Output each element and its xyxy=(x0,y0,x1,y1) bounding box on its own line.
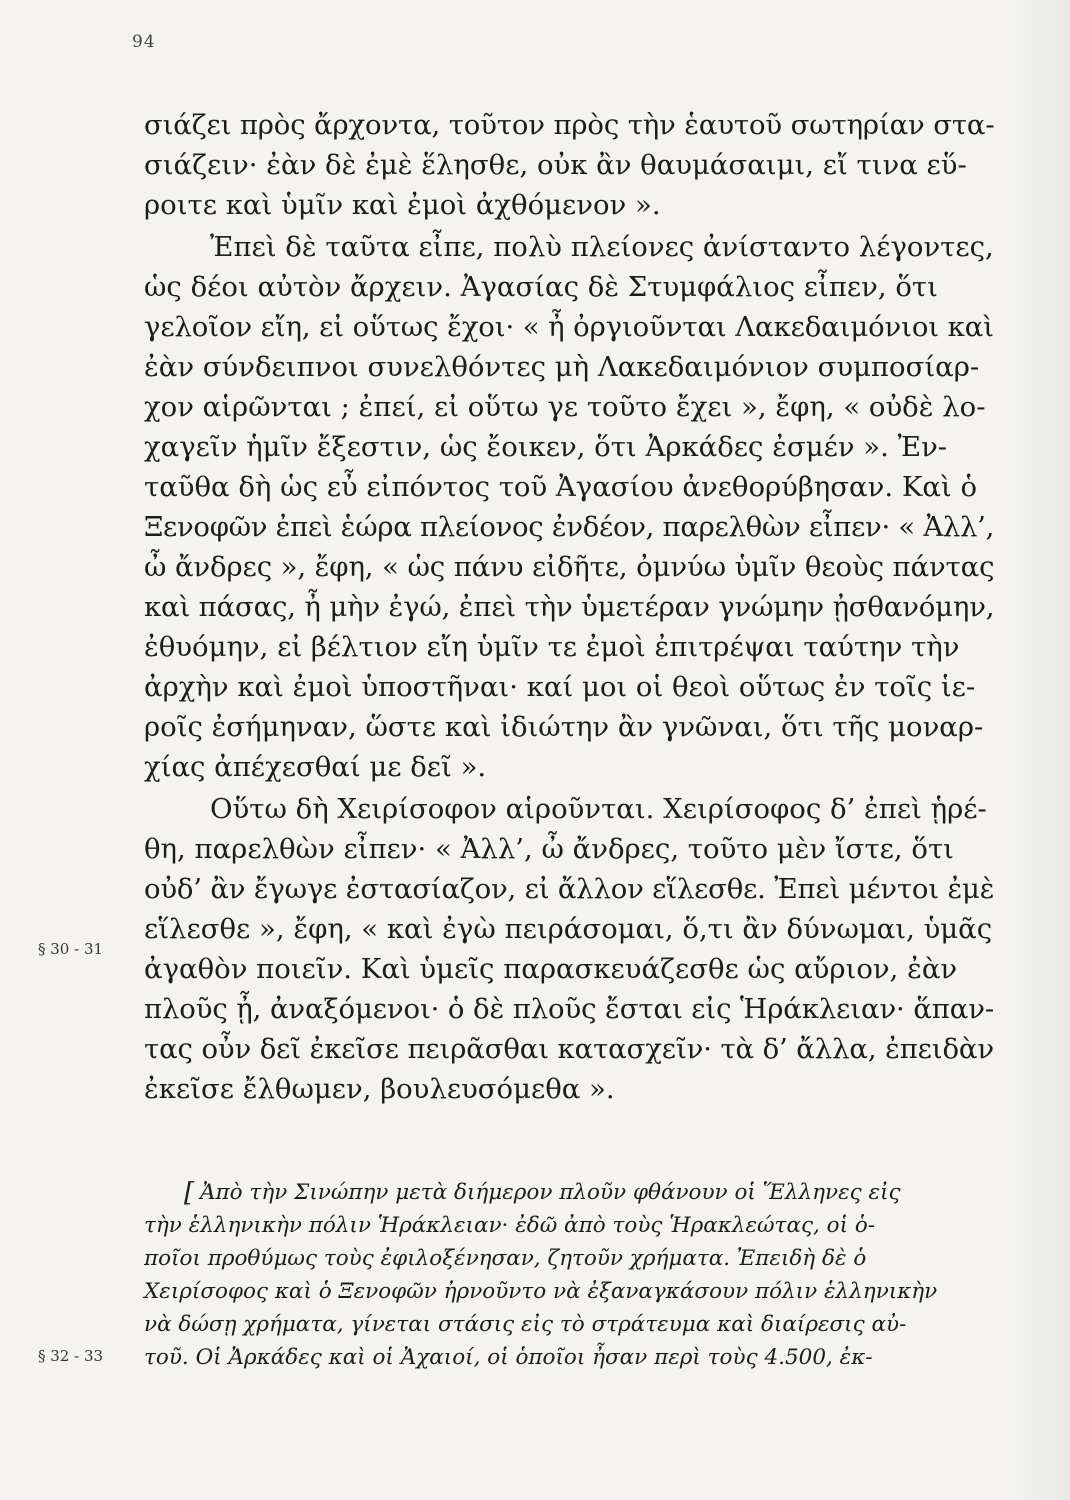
summary-line: Ἀπὸ τὴν Σινώπην μετὰ διήμερον πλοῦν φθάνουν οἱ Ἕλληνες εἰς xyxy=(200,1180,901,1205)
summary-line: Χειρίσοφος καὶ ὁ Ξενοφῶν ἠρνοῦντο νὰ ἐξαναγκάσουν πόλιν ἑλληνικὴν xyxy=(144,1279,938,1304)
text-line: Ξενοφῶν ἐπεὶ ἑώρα πλείονος ἐνδέον, παρελθὼν εἶπεν· « Ἀλλ’, xyxy=(144,511,995,543)
text-line: ἐὰν σύνδειπνοι συνελθόντες μὴ Λακεδαιμόνιον συμποσίαρ- xyxy=(144,351,980,383)
summary-line: τοῦ. Οἱ Ἀρκάδες καὶ οἱ Ἀχαιοί, οἱ ὁποῖοι ἦσαν περὶ τοὺς 4.500, ἐκ- xyxy=(144,1345,873,1370)
text-line: χον αἱρῶνται ; ἐπεί, εἰ οὕτω γε τοῦτο ἔχει », ἔφη, « οὐδὲ λο- xyxy=(144,391,986,423)
text-line: ἐκεῖσε ἔλθωμεν, βουλευσόμεθα ». xyxy=(144,1073,615,1105)
text-line: ἀρχὴν καὶ ἐμοὶ ὑποστῆναι· καί μοι οἱ θεοὶ οὕτως ἐν τοῖς ἱε- xyxy=(144,671,976,703)
margin-reference: § 30 - 31 xyxy=(38,940,104,958)
text-line: καὶ πάσας, ἦ μὴν ἐγώ, ἐπεὶ τὴν ὑμετέραν γνώμην ᾐσθανόμην, xyxy=(144,591,995,623)
text-line: σιάζειν· ἐὰν δὲ ἐμὲ ἕλησθε, οὐκ ἂν θαυμάσαιμι, εἴ τινα εὕ- xyxy=(144,149,967,181)
text-line: χαγεῖν ἡμῖν ἔξεστιν, ὡς ἔοικεν, ὅτι Ἀρκάδες ἐσμέν ». Ἐν- xyxy=(144,431,948,463)
summary-line: τὴν ἑλληνικὴν πόλιν Ἡράκλειαν· ἐδῶ ἀπὸ τοὺς Ἡρακλεώτας, οἱ ὁ- xyxy=(144,1213,876,1238)
text-line: εἵλεσθε », ἔφη, « καὶ ἐγὼ πειράσομαι, ὅ,τι ἂν δύνωμαι, ὑμᾶς xyxy=(144,913,993,945)
text-line: χίας ἀπέχεσθαί με δεῖ ». xyxy=(144,751,487,783)
text-line: ἐθυόμην, εἰ βέλτιον εἴη ὑμῖν τε ἐμοὶ ἐπιτρέψαι ταύτην τὴν xyxy=(144,631,960,663)
summary-line: νὰ δώσῃ χρήματα, γίνεται στάσις εἰς τὸ στράτευμα καὶ διαίρεσις αὐ- xyxy=(144,1312,907,1337)
text-line: ὦ ἄνδρες », ἔφη, « ὡς πάνυ εἰδῆτε, ὀμνύω ὑμῖν θεοὺς πάντας xyxy=(144,551,995,583)
summary-line: ποῖοι προθύμως τοὺς ἐφιλοξένησαν, ζητοῦν χρήματα. Ἐπειδὴ δὲ ὁ xyxy=(144,1246,867,1271)
text-line: Ἐπεὶ δὲ ταῦτα εἶπε, πολὺ πλείονες ἀνίσταντο λέγοντες, xyxy=(210,231,994,263)
text-line: ἀγαθὸν ποιεῖν. Καὶ ὑμεῖς παρασκευάζεσθε ὡς αὔριον, ἐὰν xyxy=(144,953,958,985)
margin-reference: § 32 - 33 xyxy=(38,1347,104,1365)
page-edge-shadow xyxy=(1010,0,1070,1500)
text-line: σιάζει πρὸς ἄρχοντα, τοῦτον πρὸς τὴν ἑαυτοῦ σωτηρίαν στα- xyxy=(144,109,995,141)
text-line: Οὕτω δὴ Χειρίσοφον αἱροῦνται. Χειρίσοφος δ’ ἐπεὶ ᾑρέ- xyxy=(210,793,987,825)
summary-bracket: [ xyxy=(184,1178,195,1208)
text-line: πλοῦς ᾖ, ἀναξόμενοι· ὁ δὲ πλοῦς ἔσται εἰς Ἡράκλειαν· ἅπαν- xyxy=(144,993,995,1025)
text-line: ὡς δέοι αὐτὸν ἄρχειν. Ἀγασίας δὲ Στυμφάλιος εἶπεν, ὅτι xyxy=(144,271,938,303)
text-line: ταῦθα δὴ ὡς εὖ εἰπόντος τοῦ Ἀγασίου ἀνεθορύβησαν. Καὶ ὁ xyxy=(144,471,978,503)
page-number: 94 xyxy=(132,32,156,52)
text-line: θη, παρελθὼν εἶπεν· « Ἀλλ’, ὦ ἄνδρες, τοῦτο μὲν ἴστε, ὅτι xyxy=(144,833,954,865)
text-line: ροῖς ἐσήμηναν, ὥστε καὶ ἰδιώτην ἂν γνῶναι, ὅτι τῆς μοναρ- xyxy=(144,711,984,743)
text-line: γελοῖον εἴη, εἰ οὕτως ἔχοι· « ἦ ὀργιοῦνται Λακεδαιμόνιοι καὶ xyxy=(144,311,994,343)
text-line: τας οὖν δεῖ ἐκεῖσε πειρᾶσθαι κατασχεῖν· τὰ δ’ ἄλλα, ἐπειδὰν xyxy=(144,1033,994,1065)
text-line: ροιτε καὶ ὑμῖν καὶ ἐμοὶ ἀχθόμενον ». xyxy=(144,189,661,221)
text-line: οὐδ’ ἂν ἔγωγε ἐστασίαζον, εἰ ἄλλον εἵλεσθε. Ἐπεὶ μέντοι ἐμὲ xyxy=(144,873,995,905)
